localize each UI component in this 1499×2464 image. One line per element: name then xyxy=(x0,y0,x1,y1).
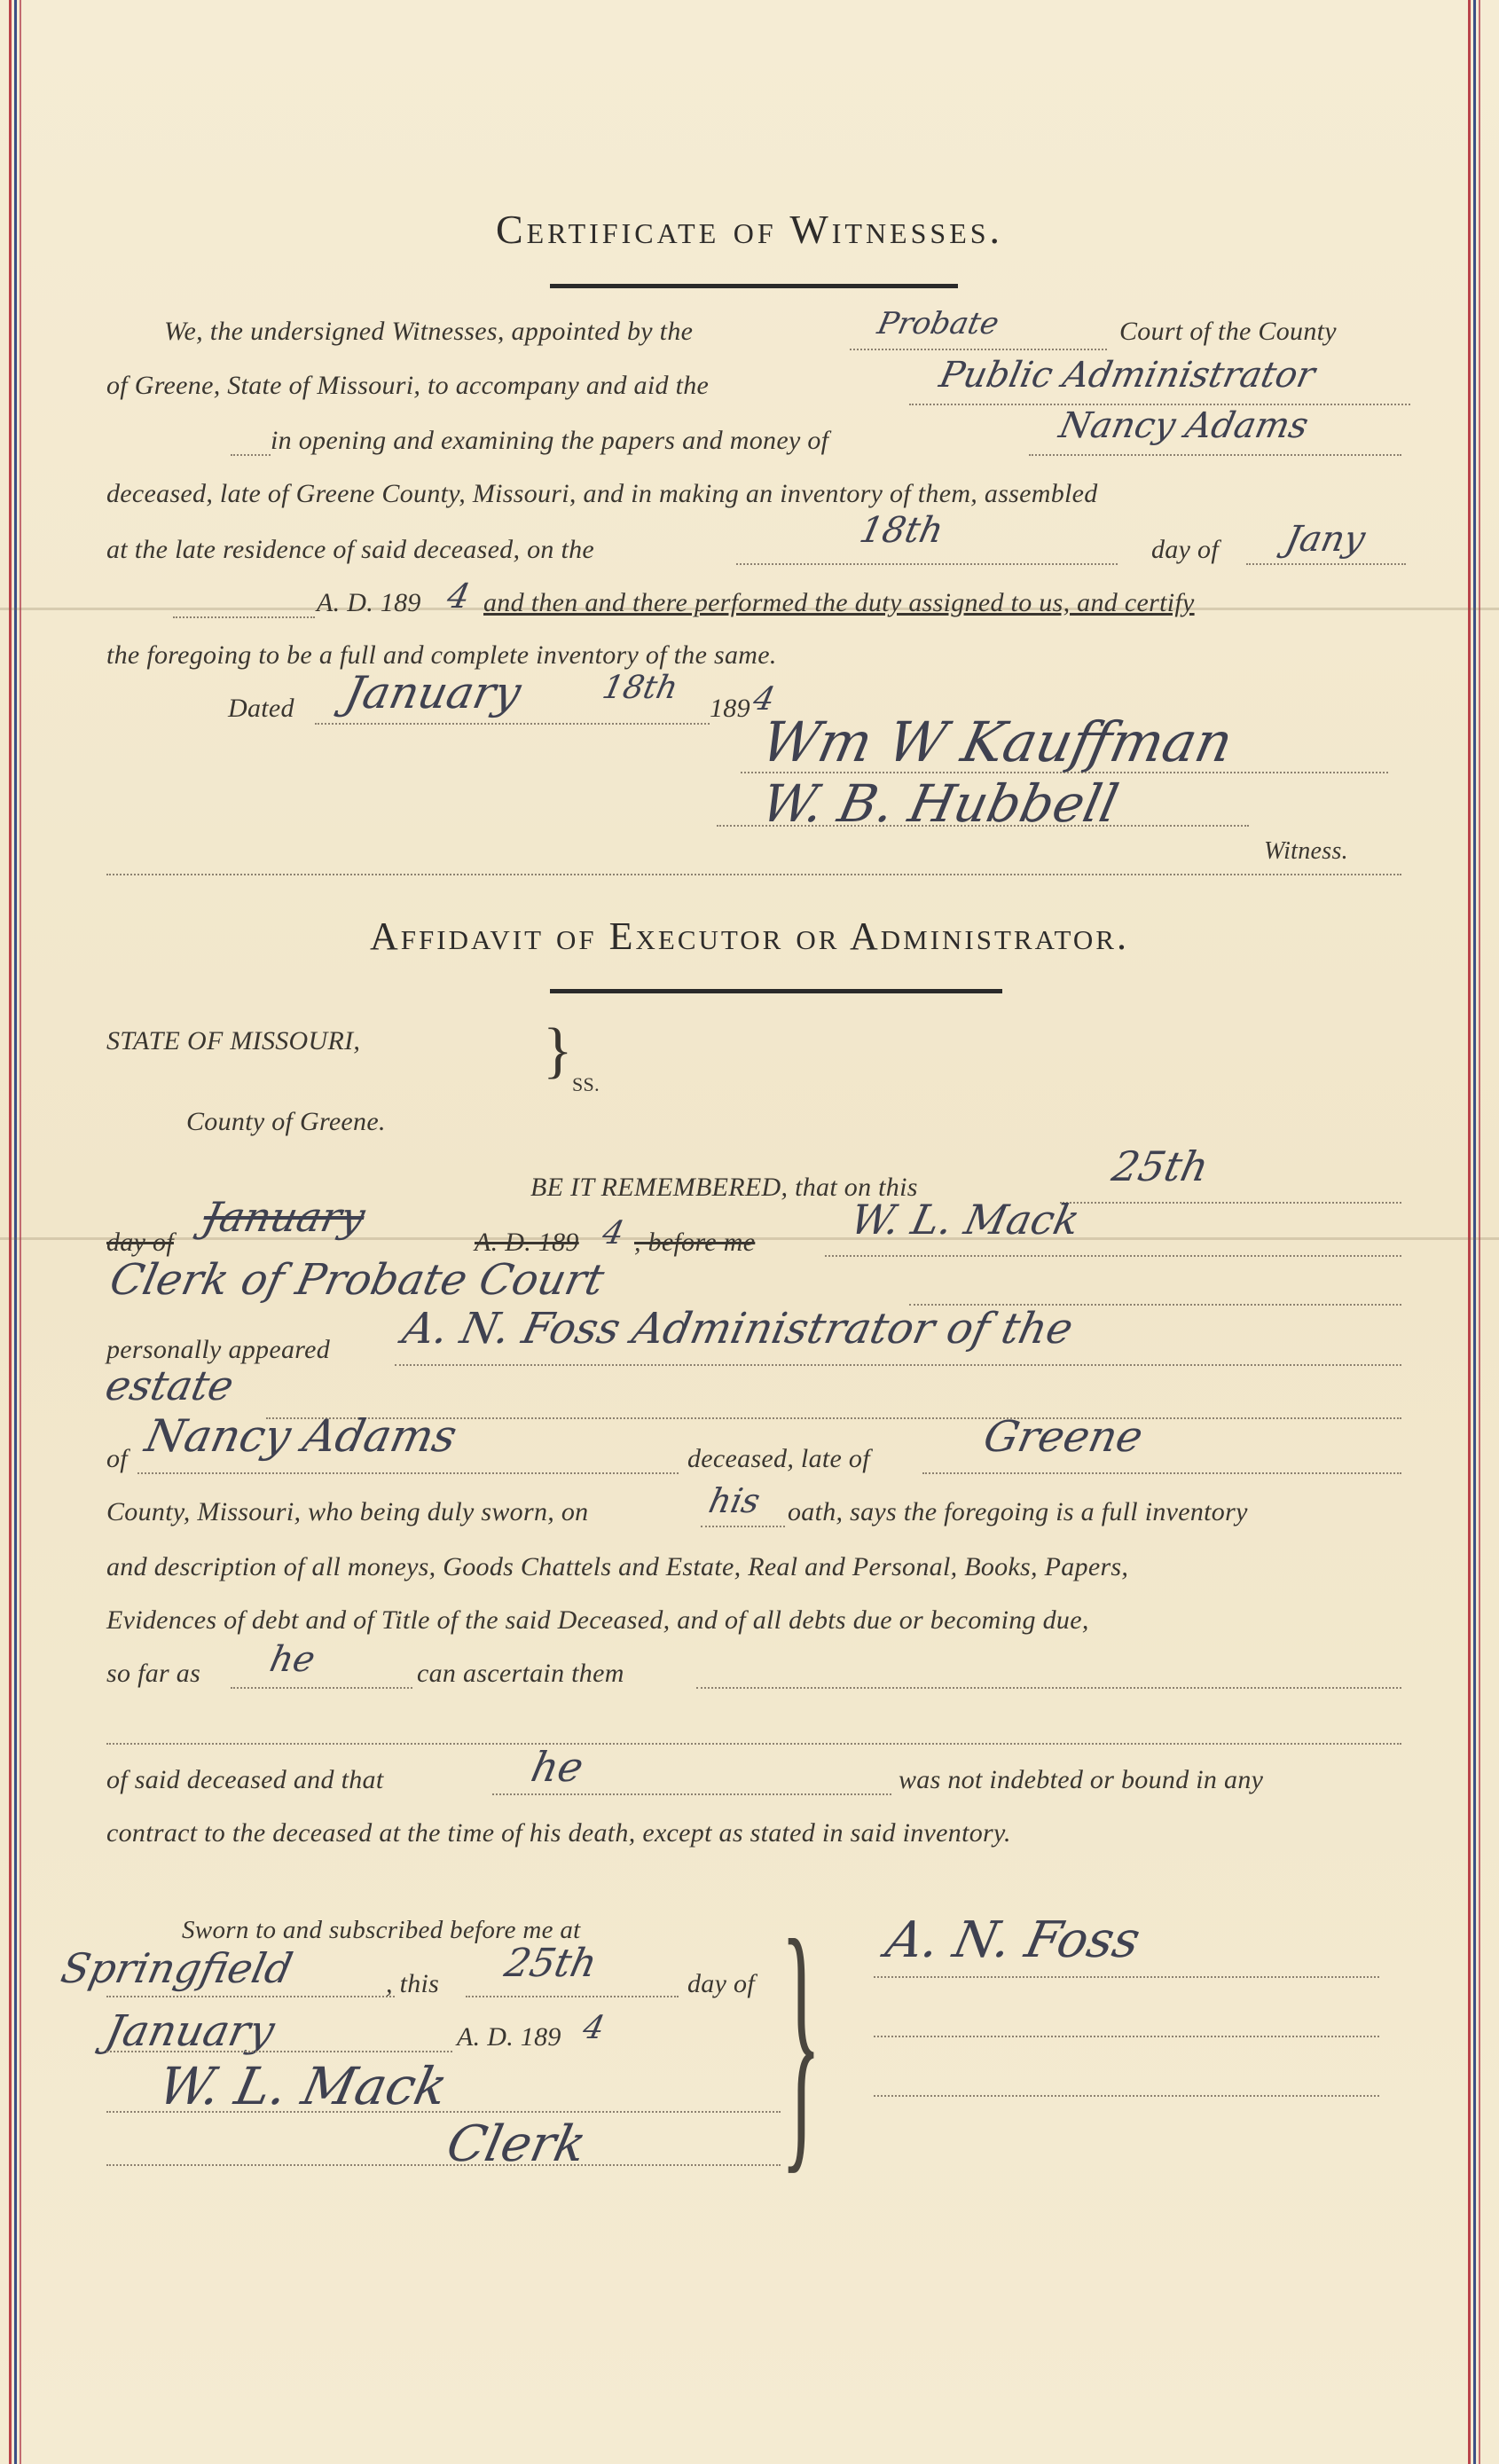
of-label: of xyxy=(106,1444,128,1473)
hw-estate: estate xyxy=(101,1361,239,1409)
hw-jurat-clerk: W. L. Mack xyxy=(153,2056,453,2116)
cert-line-1b: Court of the County xyxy=(1119,317,1337,346)
witness-cert-title: Certificate of Witnesses. xyxy=(495,207,1004,252)
right-border-blue xyxy=(1473,0,1476,2464)
sig-line-1 xyxy=(874,1976,1379,1978)
jurat-bracket: } xyxy=(781,1883,822,2197)
state-label: STATE OF MISSOURI, xyxy=(106,1026,361,1055)
right-border-red-2 xyxy=(1479,0,1480,2464)
blank-appeared xyxy=(395,1364,1401,1366)
hw-aff-decedent: Nancy Adams xyxy=(140,1410,462,1462)
hw-decedent: Nancy Adams xyxy=(1056,405,1313,446)
title-rule xyxy=(550,284,958,288)
blank-jurat-day xyxy=(466,1996,679,1997)
hw-county: Greene xyxy=(979,1412,1148,1462)
sig-line-2 xyxy=(874,2036,1379,2037)
blank-day xyxy=(736,563,1118,565)
hw-day: 18th xyxy=(856,510,947,551)
blank-month xyxy=(1246,563,1406,565)
witness-label: Witness. xyxy=(1264,837,1348,865)
jurat-day-of: day of xyxy=(687,1969,755,1998)
so-far-b: can ascertain them xyxy=(417,1659,624,1688)
hw-dated-day: 18th xyxy=(599,670,681,706)
hw-day-num: 25th xyxy=(1108,1142,1213,1190)
so-far-a: so far as xyxy=(106,1659,201,1688)
cert-line-5a: at the late residence of said deceased, on the xyxy=(106,535,595,564)
blank-ascertain xyxy=(696,1687,1401,1689)
desc-line-2: Evidences of debt and of Title of the said Deceased, and of all debts due or becoming due, xyxy=(106,1605,1089,1635)
ss-label: SS. xyxy=(572,1073,600,1095)
affidavit-title: Affidavit of Executor or Administrator. xyxy=(370,914,1129,958)
hw-clerk-name: W. L. Mack xyxy=(846,1196,1085,1244)
hw-witness1: Wm W Kauffman xyxy=(756,710,1239,774)
blank-day-num xyxy=(1060,1202,1401,1204)
hw-clerk-title: Clerk of Probate Court xyxy=(106,1255,608,1305)
hw-jurat-month: January xyxy=(101,2006,279,2056)
blank-full-line xyxy=(106,1743,1401,1745)
sig-line-3 xyxy=(874,2095,1379,2097)
before-me-label: , before me xyxy=(634,1228,756,1257)
blank-jurat-clerk xyxy=(106,2111,781,2113)
blank-place xyxy=(106,1996,395,1997)
cert-line-4: deceased, late of Greene County, Missouri, and in making an inventory of them, assembled xyxy=(106,479,1098,508)
cert-line-7: the foregoing to be a full and complete inventory of the same. xyxy=(106,640,777,670)
hw-dated-year: 4 xyxy=(750,681,779,718)
left-border-red xyxy=(9,0,12,2464)
cert-line-6b: and then and there performed the duty assigned to us, and certify xyxy=(483,588,1195,617)
cert-line-1a: We, the undersigned Witnesses, appointed by the xyxy=(164,317,694,346)
contract-line: contract to the deceased at the time of his death, except as stated in said inventory. xyxy=(106,1818,1011,1848)
hw-jurat-clerk-title: Clerk xyxy=(442,2115,592,2173)
county-label: County of Greene. xyxy=(186,1107,386,1136)
hw-dated-month: January xyxy=(340,667,526,718)
hw-year-digit: 4 xyxy=(443,577,474,616)
jurat-ad: A. D. 189 xyxy=(457,2022,561,2052)
cert-line-3a: in opening and examining the papers and money of xyxy=(271,426,829,455)
left-border-red-2 xyxy=(20,0,21,2464)
county-line-b: oath, says the foregoing is a full inventory xyxy=(788,1497,1248,1526)
ss-bracket: } xyxy=(543,1016,573,1085)
blank-before-me xyxy=(825,1255,1401,1257)
blank-aff-decedent xyxy=(137,1472,679,1474)
hw-public-admin: Public Administrator xyxy=(936,355,1319,396)
cert-line-5b: day of xyxy=(1151,535,1219,564)
blank-decedent xyxy=(1029,454,1401,456)
dated-year: 189 xyxy=(710,694,750,723)
sworn-label: Sworn to and subscribed before me at xyxy=(182,1916,581,1944)
this-label: , this xyxy=(386,1969,440,1998)
aff-ad-label: A. D. 189 xyxy=(475,1228,579,1257)
cert-line-6a: A. D. 189 xyxy=(317,588,421,617)
desc-line-1: and description of all moneys, Goods Chattels and Estate, Real and Personal, Books, Papers, xyxy=(106,1552,1129,1581)
hw-aff-month: January xyxy=(199,1193,370,1241)
blank-county xyxy=(922,1472,1401,1474)
blank-admin-cont xyxy=(231,454,271,456)
hw-affiant-signature: A. N. Foss xyxy=(881,1911,1145,1969)
hw-place: Springfield xyxy=(57,1944,297,1992)
hw-jurat-day: 25th xyxy=(500,1941,601,1986)
blank-court xyxy=(850,349,1107,350)
remembered-line: BE IT REMEMBERED, that on this xyxy=(530,1173,918,1202)
section-divider xyxy=(106,874,1401,875)
hw-he2: he xyxy=(527,1743,588,1791)
blank-dated xyxy=(315,723,710,725)
hw-pronoun: his xyxy=(705,1481,764,1520)
hw-witness2: W. B. Hubbell xyxy=(756,773,1124,834)
hw-month: Jany xyxy=(1282,519,1370,560)
dated-label: Dated xyxy=(228,694,294,723)
affidavit-rule xyxy=(550,989,1002,993)
right-border-red xyxy=(1468,0,1471,2464)
blank-he2 xyxy=(492,1793,891,1795)
hw-jurat-year: 4 xyxy=(579,2010,608,2046)
blank-year-lead xyxy=(173,616,315,618)
hw-appeared: A. N. Foss Administrator of the xyxy=(398,1304,1078,1354)
blank-jurat-title xyxy=(106,2164,781,2166)
personally-label: personally appeared xyxy=(106,1335,331,1364)
hw-aff-year: 4 xyxy=(599,1215,628,1252)
said-b: was not indebted or bound in any xyxy=(899,1765,1264,1794)
hw-court: Probate xyxy=(874,306,1002,341)
blank-pronoun xyxy=(701,1526,785,1527)
deceased-late-label: deceased, late of xyxy=(687,1444,870,1473)
said-a: of said deceased and that xyxy=(106,1765,384,1794)
day-of-label: day of xyxy=(106,1228,174,1257)
cert-line-2a: of Greene, State of Missouri, to accompany and aid the xyxy=(106,371,710,400)
left-border-blue xyxy=(14,0,17,2464)
county-line-a: County, Missouri, who being duly sworn, on xyxy=(106,1497,589,1526)
hw-he: he xyxy=(266,1639,319,1680)
blank-he xyxy=(231,1687,412,1689)
blank-jurat-month xyxy=(106,2051,452,2052)
